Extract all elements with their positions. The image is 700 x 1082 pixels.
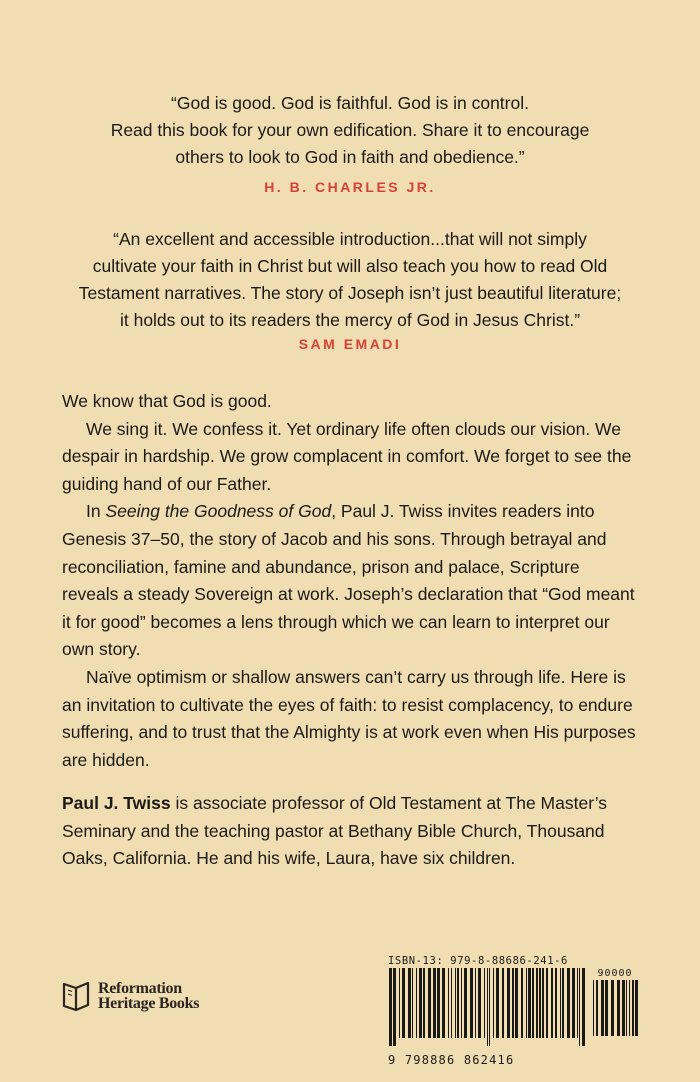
publisher-name-line2: Heritage Books xyxy=(98,995,200,1012)
barcode-bar xyxy=(546,968,548,1038)
quote-line: others to look to God in faith and obedience.” xyxy=(175,147,525,167)
quote-line: Testament narratives. The story of Joseph isn’t just beautiful literature; xyxy=(78,283,622,303)
quote-line: it holds out to its readers the mercy of God in Jesus Christ.” xyxy=(119,310,581,330)
barcode-bar xyxy=(632,980,634,1036)
publisher-logo xyxy=(62,980,199,1012)
barcode-bar xyxy=(461,968,462,1038)
barcode-bar xyxy=(408,968,411,1038)
quote-line: Read this book for your own edification. Share it to encourage xyxy=(110,120,590,140)
barcode-bar xyxy=(507,968,510,1038)
barcode-bar xyxy=(626,980,627,1036)
book-title-italic: Seeing the Goodness of God xyxy=(105,501,332,522)
barcode-bar xyxy=(542,968,544,1038)
bio-text: is associate professor of Old Testament at The Master’s Seminary and the teaching pastor at Bethany Bible Church, Thousand Oaks, California. He and his wife, Laura, have six children. xyxy=(62,793,608,869)
open-book-icon xyxy=(62,980,92,1012)
addon-number: 90000 xyxy=(597,968,633,979)
barcode-bar xyxy=(389,968,392,1046)
barcode-bar xyxy=(617,980,620,1036)
barcode-bar xyxy=(551,968,553,1038)
endorsement-quote-1 xyxy=(60,90,640,197)
barcode-bar xyxy=(555,968,557,1038)
barcode-bar xyxy=(567,968,570,1038)
blurb-text: In xyxy=(86,501,106,522)
barcode-bar xyxy=(412,968,413,1038)
barcode-bar xyxy=(442,968,445,1038)
barcode-bar xyxy=(399,968,400,1038)
barcode-bar xyxy=(416,968,417,1038)
isbn-barcode xyxy=(388,955,638,1067)
publisher-name xyxy=(98,981,199,1011)
barcode-bar xyxy=(451,968,452,1038)
barcode-bar xyxy=(393,968,396,1046)
blurb-text: , Paul J. Twiss invites readers into Genesis 37–50, the story of Jacob and his sons. Through betrayal and reconciliation, famine and abundance, prison and palace, Scripture reveals a steady Sovereign at work. Joseph’s declaration that “God meant it for good” becomes a lens through which we can learn to interpret our own story. xyxy=(62,501,635,660)
bio-paragraph xyxy=(62,790,640,873)
ean-number: 9 798886 862416 xyxy=(388,1053,515,1067)
barcode-bar xyxy=(605,980,608,1036)
barcode-bar xyxy=(521,968,523,1038)
barcode-bar xyxy=(423,968,425,1038)
blurb-paragraph xyxy=(62,498,640,664)
barcode-bar xyxy=(433,968,436,1038)
barcode-bar xyxy=(539,968,541,1038)
barcode-bar xyxy=(601,980,604,1036)
barcode-bar xyxy=(562,968,564,1038)
isbn-label: ISBN-13: 979-8-88686-241-6 xyxy=(388,955,568,967)
barcode-bar xyxy=(515,968,518,1038)
barcode-bar xyxy=(596,980,598,1036)
barcode-bar xyxy=(496,968,499,1038)
barcode-bar xyxy=(419,968,422,1038)
barcode-bar xyxy=(489,968,490,1046)
barcode-bar xyxy=(437,968,440,1038)
barcode-bar xyxy=(502,968,504,1038)
quote-line: cultivate your faith in Christ but will also teach you how to read Old xyxy=(92,256,608,276)
barcode-bar xyxy=(532,968,534,1038)
barcode-bar xyxy=(475,968,476,1038)
quote-author: H. B. CHARLES JR. xyxy=(264,179,436,195)
barcode-bar xyxy=(629,980,630,1036)
barcode-bar xyxy=(536,968,538,1038)
barcode-bar xyxy=(448,968,449,1038)
barcode-bar xyxy=(484,968,485,1038)
barcode-bar xyxy=(464,968,467,1038)
blurb-paragraph: We know that God is good. xyxy=(62,391,272,411)
barcode-bar xyxy=(526,968,527,1038)
barcode-bar xyxy=(478,968,481,1038)
barcode-bar xyxy=(470,968,473,1038)
quote-line: “An excellent and accessible introduction...that will not simply xyxy=(113,229,587,249)
publisher-name-line1: Reformation xyxy=(98,980,182,997)
barcode-bar xyxy=(457,968,459,1038)
endorsement-quote-2 xyxy=(60,226,640,354)
barcode-bar xyxy=(528,968,531,1038)
barcode-bar xyxy=(582,968,585,1046)
barcode-bar xyxy=(593,980,594,1036)
barcode-bar xyxy=(487,968,488,1046)
barcode-bar xyxy=(402,968,405,1038)
barcode-bar xyxy=(579,968,580,1046)
book-description xyxy=(62,388,640,774)
barcode-bar xyxy=(493,968,494,1038)
author-bio xyxy=(62,790,640,873)
quote-author: SAM EMADI xyxy=(298,336,402,352)
barcode-bar xyxy=(611,980,614,1036)
quote-line: “God is good. God is faithful. God is in control. xyxy=(171,93,529,113)
barcode-bar xyxy=(512,968,514,1038)
barcode-bar xyxy=(635,980,638,1036)
barcode-bar xyxy=(622,980,625,1036)
barcode-bar xyxy=(428,968,431,1038)
barcode-bar xyxy=(572,968,575,1038)
blurb-paragraph: Naïve optimism or shallow answers can’t carry us through life. Here is an invitation to cultivate the eyes of faith: to resist complacency, to endure suffering, and to trust that the Almighty is at work even when His purposes are hidden. xyxy=(62,666,636,770)
blurb-paragraph: We sing it. We confess it. Yet ordinary life often clouds our vision. We despair in hardship. We grow complacent in comfort. We forget to see the guiding hand of our Father. xyxy=(62,418,632,494)
barcode-bar xyxy=(577,968,578,1038)
author-name: Paul J. Twiss xyxy=(62,793,171,813)
addon-barcode xyxy=(592,968,638,1049)
barcode-bar xyxy=(455,968,456,1038)
barcode-bar xyxy=(560,968,561,1038)
ean-barcode-bars xyxy=(388,968,586,1051)
